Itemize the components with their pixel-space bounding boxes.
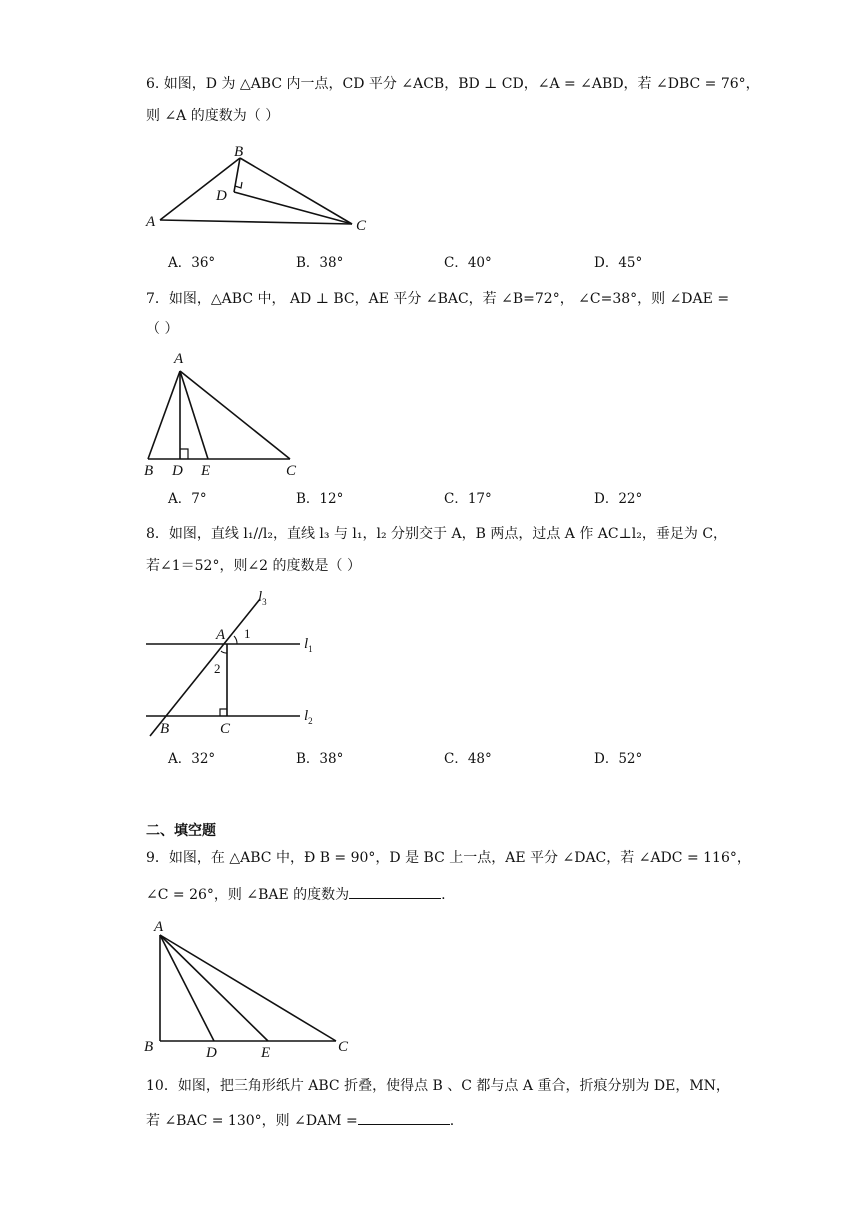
section-fill-in-title: 二、填空题 [146,823,216,839]
q6-figure [140,140,380,240]
q8-label-c: C [220,721,231,737]
q8-label-l2: $l_2$ [304,708,313,726]
q6-option-c[interactable]: C．40° [444,255,492,271]
q6-stem-line1: 6. 如图，D 为 △ABC 内一点，CD 平分 ∠ACB，BD ⊥ CD，∠A = ∠ABD，若 ∠DBC = 76°， [146,76,760,92]
q8-angle-2: 2 [214,661,221,676]
q9-stem-line2 [146,884,446,905]
q8-angle-1: 1 [244,626,251,641]
q10-stem-line1: 10．如图，把三角形纸片 ABC 折叠，使得点 B 、C 都与点 A 重合，折痕分别为 DE，MN， [146,1078,730,1094]
q9-answer-blank[interactable] [349,884,441,899]
q6-option-d[interactable]: D．45° [594,255,643,271]
q7-stem-line2: （ ） [146,321,179,337]
q8-option-c[interactable]: C．48° [444,751,492,767]
q7-option-d[interactable]: D．22° [594,491,643,507]
q8-label-b: B [160,721,170,737]
q6-label-d: D [216,188,227,204]
q7-label-d: D [172,463,183,479]
q8-option-d[interactable]: D．52° [594,751,643,767]
q9-stem-line2-end: . [441,887,446,903]
q8-label-a: A [216,627,226,643]
q10-stem-line2 [146,1110,454,1131]
q10-stem-line2-text: 若 ∠BAC = 130°，则 ∠DAM = [146,1113,358,1129]
q7-label-a: A [174,351,184,367]
q8-label-l1: $l_1$ [304,636,313,654]
q9-label-b: B [144,1039,154,1055]
q10-stem-line2-end: . [449,1113,455,1129]
q10-answer-blank[interactable] [358,1110,450,1125]
q8-stem-line2: 若∠1＝52°，则∠2 的度数是（ ） [146,558,361,574]
q6-stem-line2: 则 ∠A 的度数为（ ） [146,108,280,124]
q6-label-a: A [146,214,156,230]
q9-stem-line1: 9．如图，在 △ABC 中，Ð B = 90°，D 是 BC 上一点，AE 平分 ∠DAC，若 ∠ADC = 116°， [146,850,751,866]
q7-figure [140,345,320,480]
q7-option-b[interactable]: B．12° [296,491,344,507]
q8-figure [140,585,340,745]
q9-label-c: C [338,1039,349,1055]
q7-option-c[interactable]: C．17° [444,491,492,507]
q8-option-b[interactable]: B．38° [296,751,344,767]
q7-label-b: B [144,463,154,479]
q7-option-a[interactable]: A．7° [168,491,207,507]
q6-option-a[interactable]: A．36° [168,255,216,271]
q9-label-d: D [206,1045,217,1061]
q7-stem-line1: 7．如图，△ABC 中， AD ⊥ BC，AE 平分 ∠BAC，若 ∠B=72°， ∠C=38°，则 ∠DAE = [146,291,730,307]
q8-option-a[interactable]: A．32° [168,751,216,767]
q7-label-c: C [286,463,297,479]
q7-label-e: E [201,463,211,479]
q9-figure [140,915,360,1065]
q6-label-c: C [356,218,367,234]
q6-option-b[interactable]: B．38° [296,255,344,271]
q9-label-e: E [261,1045,271,1061]
q6-label-b: B [234,144,244,160]
q9-label-a: A [154,919,164,935]
q9-stem-line2-text: ∠C = 26°，则 ∠BAE 的度数为 [146,887,350,903]
q8-label-l3: $l_3$ [258,589,267,607]
q8-stem-line1: 8．如图，直线 l₁//l₂，直线 l₃ 与 l₁，l₂ 分别交于 A，B 两点，过点 A 作 AC⊥l₂，垂足为 C， [146,526,728,542]
